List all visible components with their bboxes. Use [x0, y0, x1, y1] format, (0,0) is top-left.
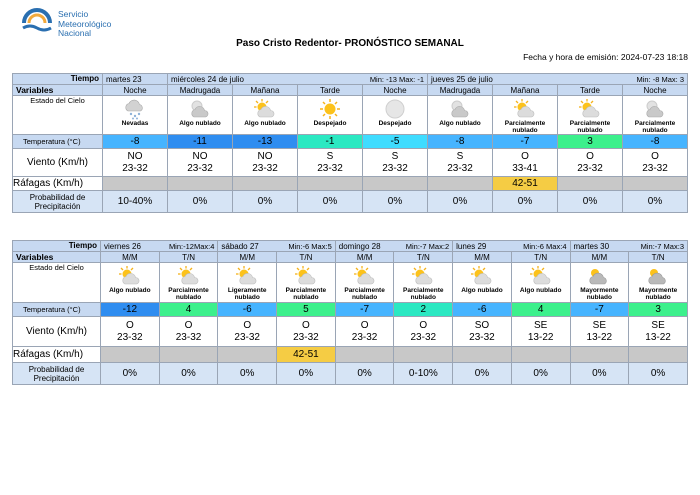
wind-direction: O [360, 319, 369, 331]
day-name: sábado 27 [221, 241, 259, 251]
gust-cell [394, 347, 453, 363]
sky-description: Parcialmente nublado [168, 287, 209, 301]
wind-direction: S [456, 150, 464, 162]
sky-description: Parcialmente nublado [285, 287, 327, 301]
wind-speed: 23-32 [175, 331, 202, 343]
temperature-cell: -8 [103, 135, 168, 149]
temperature-cell: 3 [629, 303, 688, 317]
period-label: Mañana [493, 85, 558, 96]
partly-cloudy-icon [453, 265, 511, 287]
day-minmax: Min:-6 Max:5 [288, 241, 332, 251]
period-label: M/M [335, 252, 394, 263]
partly-cloudy-icon [394, 265, 452, 287]
precipitation-cell: 0% [493, 191, 558, 213]
wind-cell [511, 317, 570, 347]
period-label: Tarde [298, 85, 363, 96]
temperature-cell: -8 [623, 135, 688, 149]
gust-cell [335, 347, 394, 363]
wind-cell [558, 149, 623, 177]
wind-direction: SE [592, 319, 607, 331]
sky-cell [394, 263, 453, 303]
tiempo-header: Tiempo [13, 241, 101, 252]
temperature-cell: -13 [233, 135, 298, 149]
gust-cell [558, 177, 623, 191]
smn-logo [20, 7, 160, 41]
period-label: Madrugada [168, 85, 233, 96]
sky-description: Algo nublado [461, 287, 503, 294]
precipitation-cell: 0% [277, 363, 336, 385]
partly-cloudy-icon [233, 98, 297, 120]
wind-row [13, 149, 688, 177]
sky-description: Algo nublado [179, 120, 221, 127]
sky-description: Parcialmente nublado [504, 120, 546, 134]
wind-cell [277, 317, 336, 347]
gust-cell [428, 177, 493, 191]
period-label: M/M [218, 252, 277, 263]
gust-cell [159, 347, 218, 363]
sky-cell [623, 96, 688, 135]
wind-label: Viento (Km/h) [13, 149, 103, 177]
wind-cell [218, 317, 277, 347]
wind-cell [168, 149, 233, 177]
gust-cell [233, 177, 298, 191]
wind-speed: 23-32 [410, 331, 437, 343]
precipitation-cell: 0% [570, 363, 629, 385]
period-label: Mañana [233, 85, 298, 96]
temperature-cell: 5 [277, 303, 336, 317]
wind-direction: SE [651, 319, 665, 331]
wind-cell [103, 149, 168, 177]
sky-cell [101, 263, 160, 303]
temperature-cell: -6 [453, 303, 512, 317]
day-name: martes 30 [573, 241, 610, 251]
period-label: Noche [103, 85, 168, 96]
variables-header: Variables [13, 85, 103, 96]
wind-cell [629, 317, 688, 347]
sky-description: Parcialmente nublado [569, 120, 611, 134]
sky-description: Mayormente nublado [638, 287, 678, 301]
smn-logo-icon [20, 7, 54, 37]
org-line-2: Meteorológico [58, 18, 112, 29]
sky-cell [558, 96, 623, 135]
wind-direction: O [125, 319, 134, 331]
wind-cell [623, 149, 688, 177]
gust-cell [511, 347, 570, 363]
gust-row [13, 177, 688, 191]
partly-cloudy-icon [160, 265, 218, 287]
sky-description: Nevadas [121, 120, 149, 127]
wind-direction: O [184, 319, 193, 331]
wind-speed: 23-32 [351, 331, 378, 343]
precipitation-label: Probabilidad de Precipitación [13, 191, 103, 213]
sky-description: Mayormente nublado [580, 287, 619, 301]
day-minmax: Min: -8 Max: 3 [636, 74, 684, 84]
wind-direction: O [586, 150, 594, 162]
day-header: jueves 25 de julio Min: -8 Max: 3 [428, 74, 688, 85]
period-label: T/N [277, 252, 336, 263]
day-name: domingo 28 [338, 241, 381, 251]
day-minmax: Min:-7 Max:2 [405, 241, 450, 251]
gust-cell [103, 177, 168, 191]
sky-label: Estado del Cielo [13, 96, 103, 135]
wind-speed: 23-32 [577, 162, 603, 174]
sky-cell [493, 96, 558, 135]
sky-cell [511, 263, 570, 303]
temperature-cell: -12 [101, 303, 160, 317]
sky-cell [233, 96, 298, 135]
temperature-label: Temperatura (°C) [13, 303, 101, 317]
precipitation-cell: 0% [298, 191, 363, 213]
wind-label: Viento (Km/h) [13, 317, 101, 347]
forecast-table-week2 [12, 240, 688, 385]
wind-speed: 23-32 [317, 162, 343, 174]
period-label: T/N [394, 252, 453, 263]
period-label: Madrugada [428, 85, 493, 96]
wind-cell [453, 317, 512, 347]
sky-cell [629, 263, 688, 303]
gust-cell: 42-51 [493, 177, 558, 191]
wind-direction: S [326, 150, 334, 162]
temperature-cell: -11 [168, 135, 233, 149]
wind-speed: 13-22 [586, 331, 613, 343]
sky-description: Parcialmente nublado [634, 120, 676, 134]
sky-cell [103, 96, 168, 135]
snow-cloud-icon [103, 98, 167, 120]
day-header [218, 241, 335, 252]
sky-description: Parcialmente nublado [344, 287, 385, 301]
wind-cell [335, 317, 394, 347]
wind-speed: 23-32 [117, 331, 143, 343]
precipitation-row [13, 191, 688, 213]
wind-direction: O [243, 319, 252, 331]
page-title: Paso Cristo Redentor- PRONÓSTICO SEMANAL [236, 38, 464, 49]
precipitation-cell: 0% [218, 363, 277, 385]
precipitation-cell: 0% [558, 191, 623, 213]
org-line-3: Nacional [58, 28, 92, 38]
wind-direction: SE [533, 319, 548, 331]
day-name: lunes 29 [456, 241, 487, 251]
sky-cell [570, 263, 629, 303]
gust-cell [570, 347, 629, 363]
wind-cell [394, 317, 453, 347]
temperature-cell: 3 [558, 135, 623, 149]
wind-cell [101, 317, 160, 347]
precipitation-cell: 0% [159, 363, 218, 385]
wind-speed: 23-32 [122, 162, 148, 174]
sky-description: Algo nublado [244, 120, 286, 127]
partly-cloudy-icon [558, 98, 622, 120]
cloudy-night-icon [428, 98, 492, 120]
partly-cloudy-icon [512, 265, 570, 287]
period-label: T/N [629, 252, 688, 263]
cloudy-night-icon [623, 98, 687, 120]
sky-cell [168, 96, 233, 135]
gust-cell [453, 347, 512, 363]
gust-cell: 42-51 [277, 347, 336, 363]
day-header-row [13, 74, 688, 85]
mostly-cloudy-icon [571, 265, 629, 287]
temperature-cell: -7 [570, 303, 629, 317]
emission-date: Fecha y hora de emisión: 2024-07-23 18:18 [523, 52, 688, 62]
wind-direction: O [302, 319, 310, 331]
sky-cell [277, 263, 336, 303]
sky-description: Algo nublado [519, 287, 562, 294]
wind-direction: O [521, 150, 529, 162]
precipitation-cell: 0% [101, 363, 160, 385]
temperature-cell: -8 [428, 135, 493, 149]
period-label: M/M [453, 252, 512, 263]
precipitation-row [13, 363, 688, 385]
period-label: Tarde [558, 85, 623, 96]
day-header-row [13, 241, 688, 252]
period-header-row [13, 85, 688, 96]
moon-icon [363, 98, 427, 120]
day-minmax: Min:-7 Max:3 [640, 241, 684, 251]
day-header: miércoles 24 de julio Min: -13 Max: -1 [168, 74, 428, 85]
temperature-label: Temperatura (°C) [13, 135, 103, 149]
partly-cloudy-icon [218, 265, 276, 287]
sky-description: Algo nublado [109, 287, 151, 294]
sky-description: Despejado [313, 120, 347, 127]
wind-direction: NO [127, 150, 143, 162]
gust-label: Ráfagas (Km/h) [13, 347, 101, 363]
precipitation-label: Probabilidad de Precipitación [13, 363, 101, 385]
wind-speed: 23-32 [234, 331, 260, 343]
wind-speed: 23-32 [187, 162, 213, 174]
day-header [570, 241, 688, 252]
period-label: M/M [101, 252, 160, 263]
cloudy-night-icon [168, 98, 232, 120]
period-label: M/M [570, 252, 629, 263]
precipitation-cell: 0% [428, 191, 493, 213]
period-label: Noche [623, 85, 688, 96]
wind-speed: 13-22 [645, 331, 671, 343]
temperature-cell: -6 [218, 303, 277, 317]
wind-cell [570, 317, 629, 347]
tiempo-header: Tiempo [13, 74, 103, 85]
partly-cloudy-icon [336, 265, 394, 287]
gust-cell [363, 177, 428, 191]
temperature-cell: 4 [511, 303, 570, 317]
sky-cell [335, 263, 394, 303]
temperature-cell: -7 [335, 303, 394, 317]
wind-cell [233, 149, 298, 177]
gust-cell [168, 177, 233, 191]
temperature-row [13, 135, 688, 149]
wind-direction: O [651, 150, 659, 162]
precipitation-cell: 0% [363, 191, 428, 213]
gust-cell [218, 347, 277, 363]
day-header: martes 23 [103, 74, 168, 85]
wind-speed: 23-32 [642, 162, 668, 174]
sky-description: Despejado [378, 120, 412, 127]
org-line-1: Servicio [58, 9, 89, 19]
gust-label: Ráfagas (Km/h) [13, 177, 103, 191]
wind-speed: 23-32 [293, 331, 319, 343]
variables-header: Variables [13, 252, 101, 263]
day-minmax: Min:-12Max:4 [168, 241, 215, 251]
sky-cell [218, 263, 277, 303]
wind-speed: 23-32 [382, 162, 408, 174]
temperature-cell: -1 [298, 135, 363, 149]
precipitation-cell: 0% [233, 191, 298, 213]
sky-cell [298, 96, 363, 135]
wind-cell [363, 149, 428, 177]
period-label: T/N [159, 252, 218, 263]
temperature-cell: -7 [493, 135, 558, 149]
forecast-table-week1 [12, 73, 688, 213]
temperature-cell: 4 [159, 303, 218, 317]
precipitation-cell: 0% [168, 191, 233, 213]
wind-cell [428, 149, 493, 177]
day-name: viernes 26 [104, 241, 141, 251]
sky-description: Ligeramente nublado [227, 287, 267, 301]
period-label: Noche [363, 85, 428, 96]
day-minmax: Min:-6 Max:4 [523, 241, 567, 251]
precipitation-cell: 0-10% [394, 363, 453, 385]
wind-speed: 33-41 [512, 162, 538, 174]
wind-speed: 23-32 [447, 162, 473, 174]
day-header [453, 241, 570, 252]
partly-cloudy-icon [101, 265, 159, 287]
day-header [335, 241, 452, 252]
precipitation-cell: 10-40% [103, 191, 168, 213]
sky-label: Estado del Cielo [13, 263, 101, 303]
mostly-cloudy-icon [629, 265, 687, 287]
sky-cell [363, 96, 428, 135]
period-label: T/N [511, 252, 570, 263]
partly-cloudy-icon [493, 98, 557, 120]
sky-row [13, 263, 688, 303]
wind-direction: NO [192, 150, 208, 162]
sky-row [13, 96, 688, 135]
wind-speed: 13-22 [527, 331, 554, 343]
partly-cloudy-icon [277, 265, 335, 287]
precipitation-cell: 0% [453, 363, 512, 385]
gust-cell [298, 177, 363, 191]
wind-direction: SO [474, 319, 490, 331]
precipitation-cell: 0% [629, 363, 688, 385]
wind-direction: S [391, 150, 399, 162]
sky-cell [159, 263, 218, 303]
sun-icon [298, 98, 362, 120]
gust-cell [629, 347, 688, 363]
wind-cell [159, 317, 218, 347]
day-minmax: Min: -13 Max: -1 [369, 74, 424, 84]
sky-description: Algo nublado [439, 120, 481, 127]
wind-cell [298, 149, 363, 177]
gust-row [13, 347, 688, 363]
sky-cell [428, 96, 493, 135]
gust-cell [623, 177, 688, 191]
day-header [101, 241, 218, 252]
wind-direction: O [419, 319, 428, 331]
wind-cell [493, 149, 558, 177]
precipitation-cell: 0% [511, 363, 570, 385]
wind-direction: NO [257, 150, 273, 162]
precipitation-cell: 0% [623, 191, 688, 213]
temperature-row [13, 303, 688, 317]
wind-speed: 23-32 [252, 162, 278, 174]
sky-description: Parcialmente nublado [403, 287, 444, 301]
precipitation-cell: 0% [335, 363, 394, 385]
wind-row [13, 317, 688, 347]
sky-cell [453, 263, 512, 303]
temperature-cell: -5 [363, 135, 428, 149]
period-header-row [13, 252, 688, 263]
wind-speed: 23-32 [469, 331, 495, 343]
temperature-cell: 2 [394, 303, 453, 317]
gust-cell [101, 347, 160, 363]
